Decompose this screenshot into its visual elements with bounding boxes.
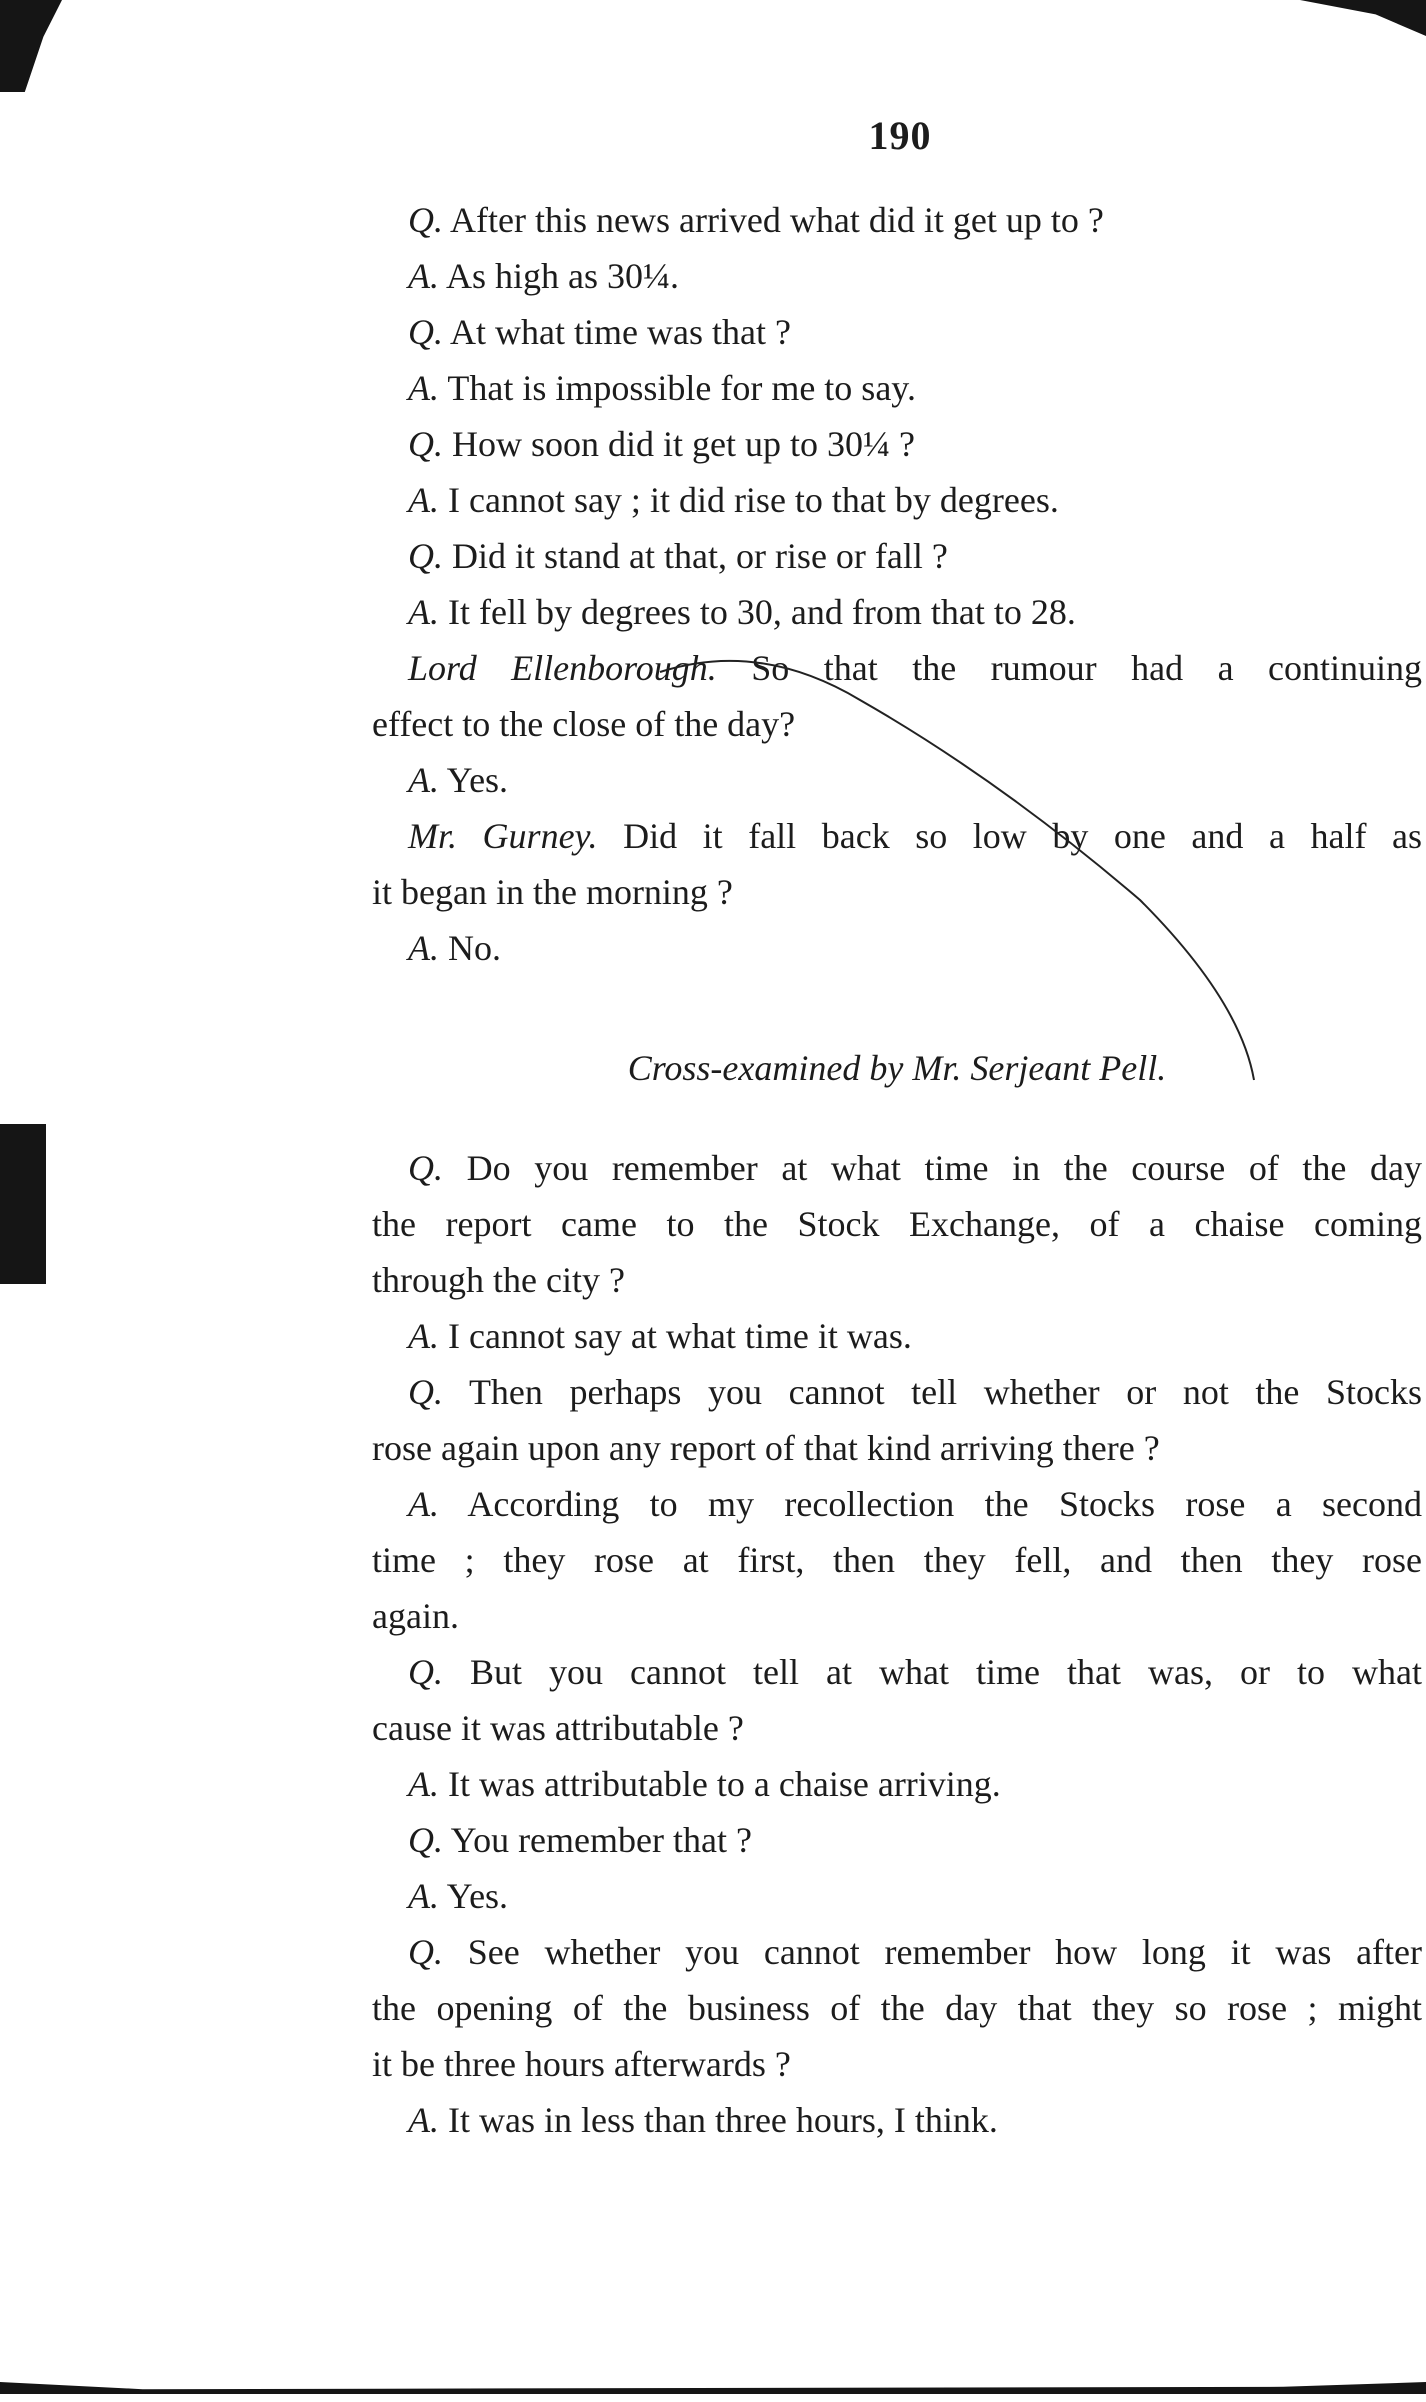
line-text: Yes. (446, 1876, 509, 1916)
speaker-label: A. (408, 928, 439, 968)
text-line (372, 1980, 1422, 2036)
speaker-label: Q. (408, 424, 443, 464)
speaker-label: Q. (408, 1652, 443, 1692)
speaker-label: A. (408, 1876, 439, 1916)
testimony-top (372, 192, 1422, 976)
text-line (372, 1644, 1422, 1700)
speaker-label: A. (408, 256, 439, 296)
line-text: Then perhaps you cannot tell whether or not the Stocks (468, 1372, 1422, 1412)
text-line (372, 1868, 1422, 1924)
speaker-label: A. (408, 368, 439, 408)
line-text: See whether you cannot remember how long it was after (467, 1932, 1422, 1972)
text-line (372, 752, 1422, 808)
line-text: It was in less than three hours, I think. (448, 2100, 998, 2140)
scan-edge-mark-bottom (0, 2382, 1426, 2394)
speaker-label: Mr. Gurney. (408, 816, 598, 856)
speaker-label: A. (408, 1764, 439, 1804)
line-text: It was attributable to a chaise arriving. (448, 1764, 1001, 1804)
line-text: it be three hours afterwards ? (372, 2044, 791, 2084)
speaker-label: A. (408, 1316, 439, 1356)
speaker-label: A. (408, 592, 439, 632)
text-line (372, 808, 1422, 864)
line-text: According to my recollection the Stocks rose a second (467, 1484, 1422, 1524)
speaker-label: Q. (408, 1932, 443, 1972)
line-text: So that the rumour had a continuing (751, 648, 1422, 688)
line-text: I cannot say at what time it was. (448, 1316, 912, 1356)
text-line (372, 1756, 1422, 1812)
line-text: cause it was attributable ? (372, 1708, 744, 1748)
text-line (372, 1420, 1422, 1476)
text-line (372, 528, 1422, 584)
text-line (372, 1364, 1422, 1420)
text-line (372, 1252, 1422, 1308)
speaker-label: A. (408, 1484, 439, 1524)
line-text: the opening of the business of the day that they so rose ; might (372, 1988, 1422, 2028)
text-line (372, 1924, 1422, 1980)
text-line (372, 1812, 1422, 1868)
text-line (372, 1700, 1422, 1756)
speaker-label: A. (408, 760, 439, 800)
speaker-label: Q. (408, 1372, 443, 1412)
text-line (372, 2092, 1422, 2148)
line-text: I cannot say ; it did rise to that by degrees. (448, 480, 1059, 520)
text-line (372, 192, 1422, 248)
text-line (372, 640, 1422, 696)
line-text: it began in the morning ? (372, 872, 733, 912)
line-text: Did it stand at that, or rise or fall ? (452, 536, 948, 576)
line-text: At what time was that ? (450, 312, 791, 352)
text-line (372, 864, 1422, 920)
text-line (372, 584, 1422, 640)
scan-edge-mark-left (0, 1124, 46, 1284)
text-line (372, 1588, 1422, 1644)
text-line (372, 696, 1422, 752)
speaker-label: Q. (408, 1148, 443, 1188)
text-line (372, 1308, 1422, 1364)
speaker-label: Q. (408, 200, 443, 240)
line-text: How soon did it get up to 30¼ ? (452, 424, 915, 464)
line-text: No. (448, 928, 501, 968)
speaker-label: Lord Ellenborough. (408, 648, 717, 688)
speaker-label: Q. (408, 1820, 443, 1860)
text-line (372, 1476, 1422, 1532)
speaker-label: A. (408, 480, 439, 520)
scan-corner-mark-top-right (1300, 0, 1426, 36)
line-text: Did it fall back so low by one and a half as (623, 816, 1422, 856)
speaker-label: Q. (408, 312, 443, 352)
text-line (372, 416, 1422, 472)
text-line (372, 360, 1422, 416)
text-line (372, 920, 1422, 976)
text-line (372, 472, 1422, 528)
line-text: You remember that ? (450, 1820, 752, 1860)
line-text: time ; they rose at first, then they fell, and then they rose (372, 1540, 1422, 1580)
line-text: through the city ? (372, 1260, 625, 1300)
line-text: rose again upon any report of that kind arriving there ? (372, 1428, 1160, 1468)
text-line (372, 1196, 1422, 1252)
line-text: Do you remember at what time in the course of the day (466, 1148, 1422, 1188)
text-line (372, 2036, 1422, 2092)
line-text: As high as 30¼. (446, 256, 680, 296)
line-text: again. (372, 1596, 459, 1636)
speaker-label: Q. (408, 536, 443, 576)
line-text: After this news arrived what did it get up to ? (450, 200, 1104, 240)
text-line (372, 1532, 1422, 1588)
scan-corner-mark-top-left (0, 0, 62, 92)
section-heading: Cross-examined by Mr. Serjeant Pell. (627, 1048, 1167, 1088)
line-text: It fell by degrees to 30, and from that to 28. (448, 592, 1076, 632)
page-number: 190 (868, 113, 932, 158)
text-line (372, 304, 1422, 360)
line-text: Yes. (446, 760, 509, 800)
line-text: But you cannot tell at what time that was, or to what (470, 1652, 1422, 1692)
line-text: That is impossible for me to say. (447, 368, 916, 408)
text-line (372, 1140, 1422, 1196)
line-text: the report came to the Stock Exchange, of a chaise coming (372, 1204, 1422, 1244)
testimony-bottom (372, 1140, 1422, 2148)
speaker-label: A. (408, 2100, 439, 2140)
text-line (372, 248, 1422, 304)
line-text: effect to the close of the day? (372, 704, 796, 744)
